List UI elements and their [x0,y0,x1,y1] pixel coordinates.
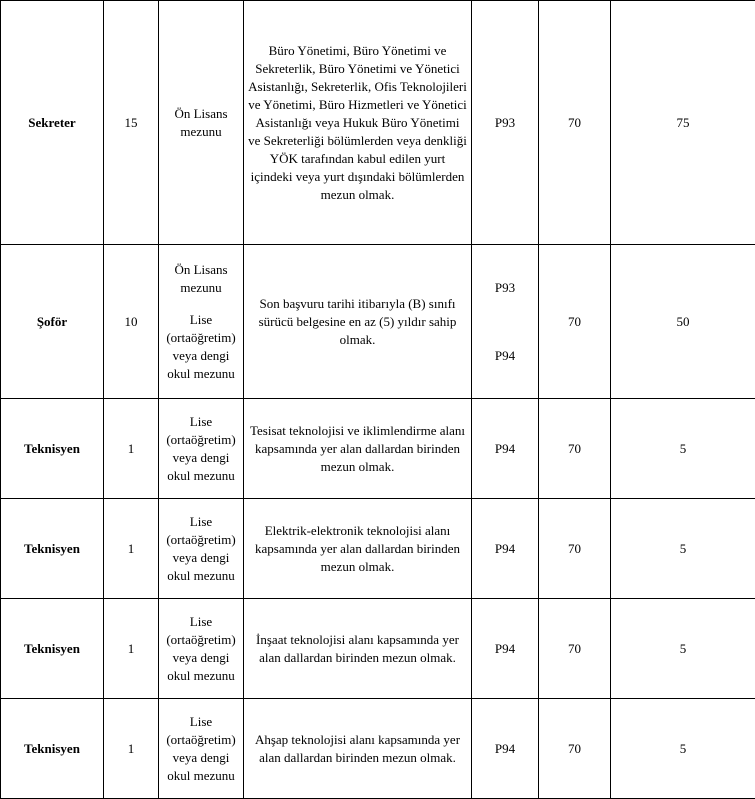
kpss-code: P93 [494,279,516,295]
age-value: 5 [611,699,755,799]
position-title: Teknisyen [1,499,104,599]
age-value: 5 [611,499,755,599]
table-row [1,699,755,799]
table-row [1,399,755,499]
requirement-text: Son başvuru tarihi itibarıyla (B) sınıfı sürücü belgesine en az (5) yıldır sahip olmak. [244,245,472,399]
table-row [1,1,755,245]
table-row [1,499,755,599]
education-level: Lise (ortaöğretim) veya dengi okul mezunu [159,699,244,799]
kpss-code: P94 [472,399,539,499]
position-count: 1 [104,699,159,799]
min-score: 70 [539,699,611,799]
age-value: 5 [611,399,755,499]
kpss-code-cell [472,245,539,399]
min-score: 70 [539,1,611,245]
requirement-text: İnşaat teknolojisi alanı kapsamında yer alan dallardan birinden mezun olmak. [244,599,472,699]
requirement-text: Elektrik-elektronik teknolojisi alanı kapsamında yer alan dallardan birinden mezun olmak. [244,499,472,599]
position-title: Teknisyen [1,699,104,799]
education-level: Ön Lisans mezunu [174,261,228,295]
position-title: Sekreter [1,1,104,245]
min-score: 70 [539,599,611,699]
education-level: Ön Lisans mezunu [159,1,244,245]
age-value: 50 [611,245,755,399]
education-level: Lise (ortaöğretim) veya dengi okul mezunu [159,499,244,599]
position-count: 1 [104,399,159,499]
kpss-code: P94 [472,699,539,799]
age-value: 75 [611,1,755,245]
requirement-text: Tesisat teknolojisi ve iklimlendirme alanı kapsamında yer alan dallardan birinden mezun olmak. [244,399,472,499]
kpss-code: P94 [494,347,516,363]
education-level: Lise (ortaöğretim) veya dengi okul mezunu [159,399,244,499]
min-score: 70 [539,245,611,399]
kpss-code: P94 [472,599,539,699]
age-value: 5 [611,599,755,699]
kpss-code: P94 [472,499,539,599]
education-cell [159,245,244,399]
table-row [1,599,755,699]
position-title: Şoför [1,245,104,399]
table-row [1,245,755,399]
position-title: Teknisyen [1,399,104,499]
min-score: 70 [539,399,611,499]
position-title: Teknisyen [1,599,104,699]
kpss-code: P93 [472,1,539,245]
education-level: Lise (ortaöğretim) veya dengi okul mezunu [159,599,244,699]
requirement-text: Ahşap teknolojisi alanı kapsamında yer alan dallardan birinden mezun olmak. [244,699,472,799]
position-count: 10 [104,245,159,399]
requirement-text: Büro Yönetimi, Büro Yönetimi ve Sekreterlik, Büro Yönetimi ve Yönetici Asistanlığı, Sekreterlik, Ofis Teknolojileri ve Yönetimi, Büro Hizmetleri ve Yönetici Asistanlığı veya Hukuk Büro Yönetimi ve Sekreterliği bölümlerden veya denkliği YÖK tarafından kabul edilen yurt içindeki veya yurt dışındaki bölümlerden mezun olmak. [244,1,472,245]
position-count: 15 [104,1,159,245]
position-count: 1 [104,599,159,699]
education-level: Lise (ortaöğretim) veya dengi okul mezunu [166,311,236,381]
min-score: 70 [539,499,611,599]
position-count: 1 [104,499,159,599]
